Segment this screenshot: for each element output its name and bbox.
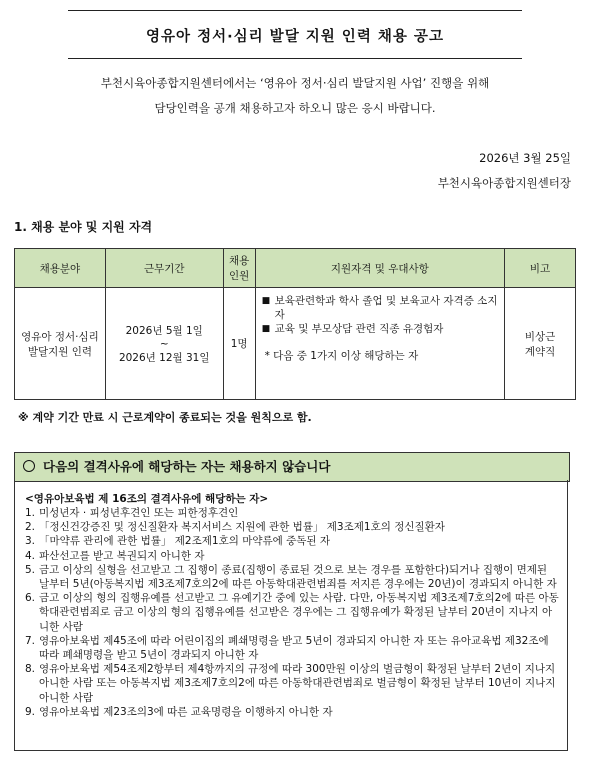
intro-line-2: 담당인력을 공개 채용하고자 하오니 많은 응시 바랍니다. [154, 101, 436, 115]
list-item [25, 634, 560, 662]
section-title: 1. 채용 분야 및 지원 자격 [14, 220, 153, 234]
qualification-item [262, 322, 499, 336]
field-line1: 영유아 정서·심리 [21, 330, 99, 343]
item-number: 9. [25, 705, 36, 718]
list-item [25, 563, 560, 591]
disqualification-heading: <영유아보육법 제 16조의 결격사유에 해당하는 자> [25, 493, 269, 505]
item-text: 금고 이상의 실형을 선고받고 그 집행이 종료(집행이 종료된 것으로 보는 경우를 포함한다)되거나 집행이 면제된 날부터 5년(아동복지법 제3조제7호의2에 따른 아동학대관련범죄를 저지른 경우에는 20년)이 경과되지 아니한 자 [39, 563, 557, 591]
intro-text [68, 71, 522, 121]
list-item [25, 662, 560, 705]
cell-period [105, 288, 223, 400]
header-count [223, 249, 255, 288]
page-title: 영유아 정서·심리 발달 지원 인력 채용 공고 [146, 29, 444, 45]
cell-qualifications [255, 288, 505, 400]
list-item [25, 549, 560, 563]
top-rule [68, 10, 522, 11]
item-number: 8. [25, 663, 36, 676]
intro-line-1: 부천시육아종합지원센터에서는 ‘영유아 정서·심리 발달지원 사업’ 진행을 위해 [100, 76, 490, 90]
item-text: 파산선고를 받고 복권되지 아니한 자 [39, 549, 205, 562]
circle-icon [23, 460, 35, 472]
qualification-text: 교육 및 부모상담 관련 직종 유경험자 [274, 323, 444, 335]
item-number: 7. [25, 634, 36, 647]
cell-remarks [505, 288, 576, 400]
list-item [25, 591, 560, 634]
item-text: 미성년자 · 피성년후견인 또는 피한정후견인 [39, 507, 239, 519]
item-number: 5. [25, 563, 36, 576]
item-text: 금고 이상의 형의 집행유예를 선고받고 그 유예기간 중에 있는 사람. 다만, 아동복지법 제3조제7호의2에 따른 아동학대관련범죄로 금고 이상의 형의 집행유예를 선고받은 경우에는 그 집행유예가 확정된 날부터 20년이 지나지 아니한 사람 [39, 592, 559, 633]
header-count-line1: 채용 [228, 255, 250, 267]
remarks-line2: 계약직 [524, 345, 556, 358]
item-text: 영유아보육법 제54조제2항부터 제4항까지의 규정에 따라 300만원 이상의 벌금형이 확정된 날부터 2년이 지나지 아니한 사람 또는 아동복지법 제3조제7호의2에 따른 아동학대관련범죄로 벌금형이 확정된 날부터 10년이 지나지 아니한 사람 [39, 663, 556, 704]
item-number: 1. [25, 507, 36, 519]
issuer-name: 부천시육아종합지원센터장 [437, 176, 571, 190]
cell-count: 1명 [223, 288, 255, 400]
item-number: 6. [25, 592, 36, 605]
remarks-line1: 비상근 [524, 330, 556, 343]
header-qualifications: 지원자격 및 우대사항 [255, 249, 505, 288]
item-number: 2. [25, 521, 36, 534]
contract-notice: ※ 계약 기간 만료 시 근로계약이 종료되는 것을 원칙으로 함. [18, 411, 312, 424]
item-text: 「정신건강증진 및 정신질환자 복지서비스 지원에 관한 법률」 제3조제1호의 정신질환자 [39, 521, 445, 534]
qualification-text: 보육관련학과 학사 졸업 및 보육교사 자격증 소지자 [274, 295, 498, 321]
banner-text: 다음의 결격사유에 해당하는 자는 채용하지 않습니다 [43, 459, 331, 474]
header-period: 근무기간 [105, 249, 223, 288]
period-start: 2026년 5월 1일 [125, 324, 203, 337]
item-text: 「마약류 관리에 관한 법률」 제2조제1호의 마약류에 중독된 자 [39, 535, 331, 548]
header-remarks: 비고 [505, 249, 576, 288]
issue-date: 2026년 3월 25일 [479, 151, 571, 165]
item-text: 영유아보육법 제45조에 따라 어린이집의 폐쇄명령을 받고 5년이 경과되지 아니한 자 또는 유아교육법 제32조에 따라 폐쇄명령을 받고 5년이 경과되지 아니한 자 [39, 634, 549, 662]
title-rule [68, 58, 522, 59]
list-item [25, 534, 560, 548]
period-end: 2026년 12월 31일 [118, 351, 210, 364]
disqualification-list [25, 506, 560, 719]
issue-block [438, 146, 571, 196]
list-item [25, 705, 560, 719]
item-number: 3. [25, 535, 36, 548]
recruitment-table [14, 248, 576, 400]
header-count-line2: 인원 [228, 270, 250, 282]
header-field: 채용분야 [15, 249, 106, 288]
field-line2: 발달지원 인력 [27, 345, 93, 358]
item-number: 4. [25, 549, 36, 562]
list-item [25, 506, 560, 520]
cell-field [15, 288, 106, 400]
item-text: 영유아보육법 제23조의3에 따른 교육명령을 이행하지 아니한 자 [39, 705, 333, 718]
table-row [15, 288, 576, 400]
disqualification-banner [14, 452, 570, 482]
table-header-row [15, 249, 576, 288]
qualification-item [262, 294, 499, 322]
list-item [25, 520, 560, 534]
period-separator: ~ [159, 337, 169, 350]
disqualification-box [14, 480, 568, 751]
qualification-note: * 다음 중 1가지 이상 해당하는 자 [264, 350, 419, 362]
square-bullet-icon: ■ [261, 296, 271, 306]
square-bullet-icon: ■ [261, 324, 271, 334]
